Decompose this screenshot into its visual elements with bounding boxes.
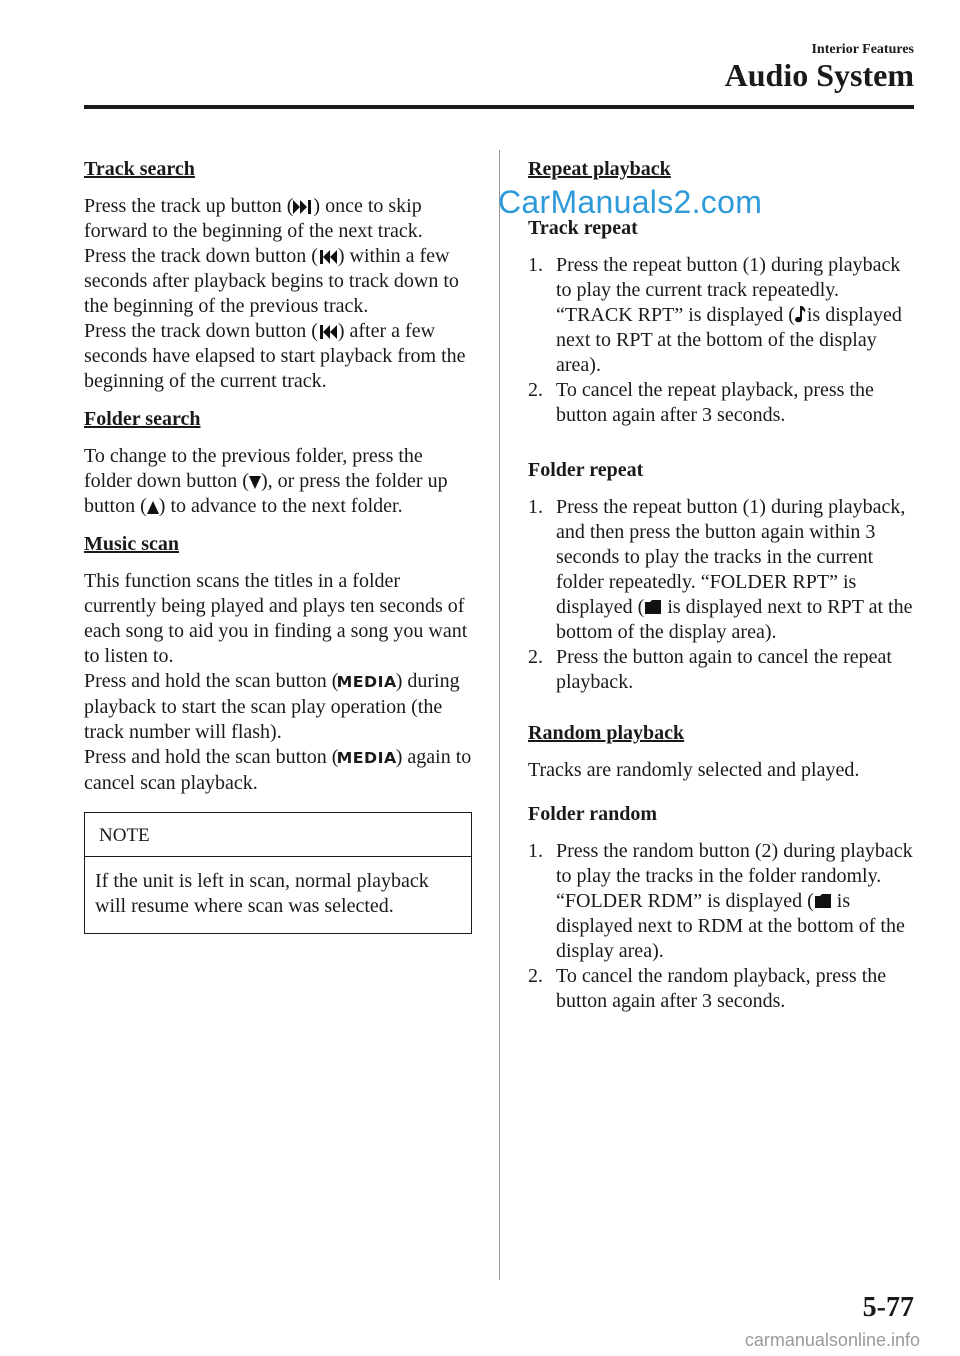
list-number: 2.	[528, 379, 543, 401]
list-item	[528, 839, 920, 964]
list-number: 2.	[528, 646, 543, 668]
column-divider	[499, 150, 500, 1280]
folder-icon	[644, 599, 662, 615]
header-rule	[84, 105, 914, 109]
list-text: Press the random button (2) during playback to play the tracks in the folder randomly. “FOLDER RDM” is displayed (	[556, 840, 913, 912]
track-repeat-list	[528, 253, 920, 428]
list-text: is displayed next to RPT at the bottom of the display area).	[556, 596, 913, 643]
music-scan-p2-b: ) during playback to start the scan play operation (the track number will flash).	[84, 670, 460, 743]
track-search-p2-b: ) within a few seconds after playback begins to track down to the beginning of the previous track.	[84, 245, 459, 317]
track-repeat-heading: Track repeat	[528, 217, 638, 239]
folder-search-a: To change to the previous folder, press the folder down button (	[84, 445, 423, 492]
list-number: 1.	[528, 254, 543, 276]
folder-random-list	[528, 839, 920, 1014]
repeat-playback-heading: Repeat playback	[528, 158, 671, 180]
track-search-p1-b: ) once to skip forward to the beginning of the next track.	[84, 195, 423, 242]
list-item	[528, 253, 920, 378]
list-item	[528, 495, 920, 645]
list-text: Press the button again to cancel the repeat playback.	[556, 646, 892, 693]
music-scan-heading: Music scan	[84, 533, 179, 555]
list-text: is displayed next to RPT at the bottom of the display area).	[556, 304, 902, 376]
track-down-icon	[318, 325, 338, 339]
media-icon: MEDIA	[336, 673, 398, 691]
list-text: Press the repeat button (1) during playback to play the current track repeatedly. “TRACK RPT” is displayed (	[556, 254, 901, 326]
music-note-icon	[795, 305, 807, 323]
media-icon: MEDIA	[336, 749, 398, 767]
music-scan-text	[84, 569, 474, 796]
page-number: 5-77	[862, 1292, 914, 1323]
music-scan-p3-a: Press and hold the scan button (	[84, 746, 339, 768]
list-number: 2.	[528, 965, 543, 987]
right-column	[528, 157, 920, 1026]
track-search-p3-b: ) after a few seconds have elapsed to start playback from the beginning of the current track.	[84, 320, 466, 392]
track-search-p1-a: Press the track up button (	[84, 195, 294, 217]
track-down-icon	[318, 250, 338, 264]
folder-search-c: ) to advance to the next folder.	[158, 495, 403, 517]
list-text: Press the repeat button (1) during playback, and then press the button again within 3 seconds to play the tracks in the current folder repeatedly. “FOLDER RPT” is displayed (	[556, 496, 906, 618]
random-playback-heading: Random playback	[528, 722, 685, 744]
header-section-label: Interior Features	[811, 42, 914, 57]
track-search-heading: Track search	[84, 158, 195, 180]
track-up-icon	[293, 200, 313, 214]
folder-search-heading: Folder search	[84, 408, 201, 430]
music-scan-p3-b: ) again to cancel scan playback.	[84, 746, 472, 794]
list-number: 1.	[528, 496, 543, 518]
list-item	[528, 378, 920, 428]
track-search-p2-a: Press the track down button (	[84, 245, 318, 267]
music-scan-p1: This function scans the titles in a folder currently being played and plays ten seconds of each song to aid you in finding a song you want to listen to.	[84, 570, 468, 667]
page-title: Audio System	[724, 57, 914, 93]
folder-search-text	[84, 444, 474, 519]
folder-repeat-heading: Folder repeat	[528, 459, 644, 481]
folder-icon	[814, 893, 832, 909]
list-number: 1.	[528, 840, 543, 862]
folder-random-heading: Folder random	[528, 803, 658, 825]
list-text: To cancel the random playback, press the button again after 3 seconds.	[556, 965, 887, 1012]
track-search-p3-a: Press the track down button (	[84, 320, 318, 342]
track-search-text	[84, 194, 474, 394]
folder-search-b: ), or press the folder up button (	[84, 470, 448, 517]
random-intro: Tracks are randomly selected and played.	[528, 759, 860, 781]
note-box	[84, 812, 472, 934]
folder-repeat-list	[528, 495, 920, 695]
note-body: If the unit is left in scan, normal playback will resume where scan was selected.	[95, 870, 429, 917]
list-text: To cancel the repeat playback, press the button again after 3 seconds.	[556, 379, 874, 426]
list-text: is displayed next to RDM at the bottom of the display area).	[556, 890, 905, 962]
footer-watermark: carmanualsonline.info	[744, 1330, 920, 1350]
watermark: CarManuals2.com	[498, 184, 763, 220]
list-item	[528, 645, 920, 695]
list-item	[528, 964, 920, 1014]
left-column	[84, 157, 474, 934]
music-scan-p2-a: Press and hold the scan button (	[84, 670, 339, 692]
folder-up-icon	[147, 501, 159, 514]
note-heading: NOTE	[85, 813, 471, 857]
folder-down-icon	[249, 476, 261, 489]
